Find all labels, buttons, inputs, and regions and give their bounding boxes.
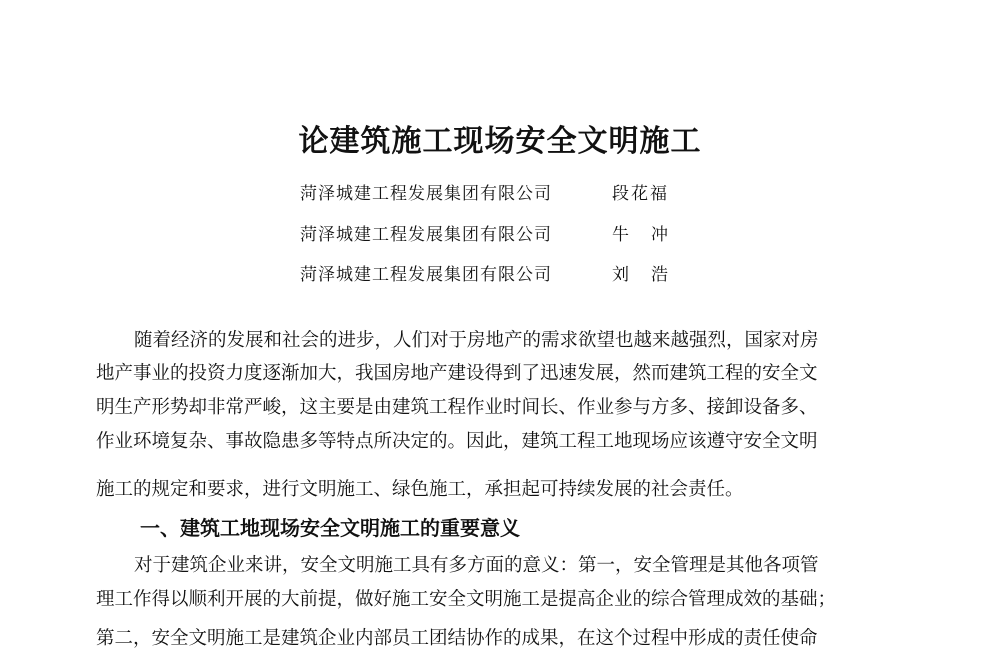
author-organization: 菏泽城建工程发展集团有限公司 [300,184,552,204]
author-line [300,221,720,249]
paragraph-line: 对于建筑企业来讲，安全文明施工具有多方面的意义：第一，安全管理是其他各项管 [134,555,819,576]
author-line [300,180,720,208]
paragraph-line: 随着经济的发展和社会的进步，人们对于房地产的需求欲望也越来越强烈，国家对房 [134,330,819,351]
author-name: 刘浩 [612,265,690,285]
author-organization: 菏泽城建工程发展集团有限公司 [300,225,552,245]
document-title: 论建筑施工现场安全文明施工 [298,124,702,159]
paragraph-line: 作业环境复杂、事故隐患多等特点所决定的。因此，建筑工程工地现场应该遵守安全文明 [96,431,818,452]
paragraph-line: 地产事业的投资力度逐渐加大，我国房地产建设得到了迅速发展，然而建筑工程的安全文 [96,363,818,384]
author-name: 段花福 [612,184,669,204]
paragraph-line: 明生产形势却非常严峻，这主要是由建筑工程作业时间长、作业参与方多、接卸设备多、 [96,397,818,418]
paragraph-line: 施工的规定和要求，进行文明施工、绿色施工，承担起可持续发展的社会责任。 [96,479,744,500]
author-line [300,261,720,289]
paragraph-line: 理工作得以顺利开展的大前提，做好施工安全文明施工是提高企业的综合管理成效的基础； [96,589,837,610]
author-name: 牛冲 [612,225,690,245]
section-heading: 一、建筑工地现场安全文明施工的重要意义 [140,516,520,540]
author-organization: 菏泽城建工程发展集团有限公司 [300,265,552,285]
paragraph-line: 第二，安全文明施工是建筑企业内部员工团结协作的成果，在这个过程中形成的责任使命 [96,628,818,649]
